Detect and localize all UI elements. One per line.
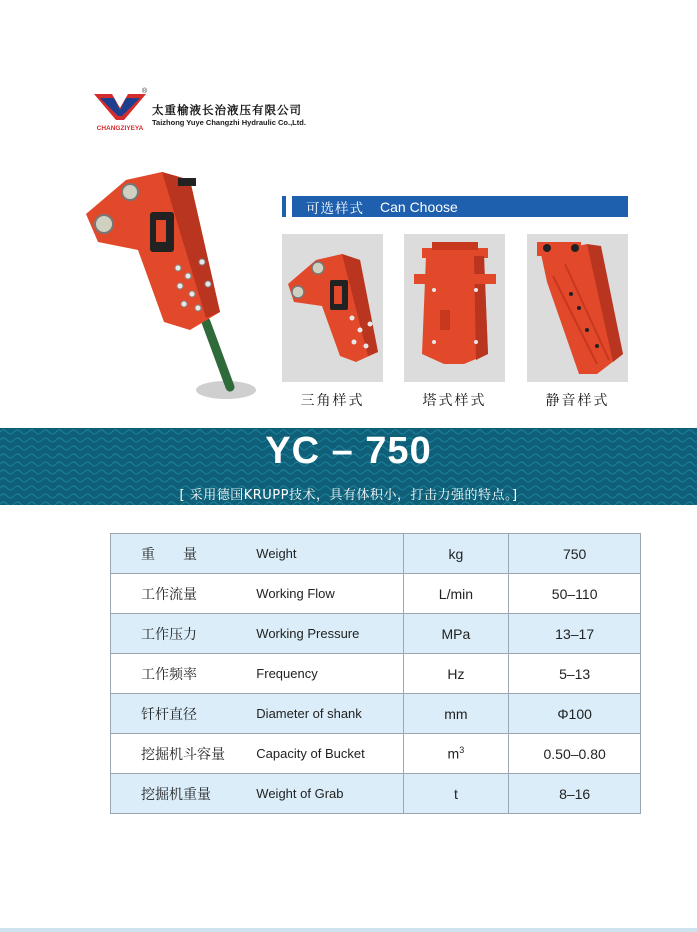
spec-value: 50–110	[509, 574, 641, 614]
spec-unit: Hz	[403, 654, 509, 694]
heading-marker	[286, 196, 292, 217]
option-silent-label: 静音样式	[545, 393, 610, 409]
option-triangle-label: 三角样式	[300, 393, 365, 409]
logo-text: CHANGZIYEYA	[96, 125, 144, 132]
options-heading-cn: 可选样式	[306, 200, 364, 217]
hero-breaker-image	[78, 172, 258, 402]
company-name-cn: 太重榆液长治液压有限公司	[152, 103, 302, 117]
spec-name-cn: 挖掘机斗容量	[111, 734, 245, 774]
spec-name-cn: 重 量	[111, 534, 245, 574]
spec-value: Φ100	[509, 694, 641, 734]
spec-value: 0.50–0.80	[509, 734, 641, 774]
spec-name-en: Capacity of Bucket	[244, 734, 403, 774]
option-tower-label: 塔式样式	[422, 393, 487, 409]
table-row	[111, 614, 641, 654]
spec-unit-superscript: 3	[459, 745, 465, 756]
spec-name-en: Weight	[244, 534, 403, 574]
spec-unit-cell	[403, 734, 509, 774]
product-subtitle: [ 采用德国KRUPP技术，具有体积小，打击力强的特点。]	[179, 488, 518, 503]
spec-unit: m	[447, 745, 460, 762]
table-row	[111, 654, 641, 694]
spec-name-en: Frequency	[244, 654, 403, 694]
table-row	[111, 734, 641, 774]
spec-name-cn: 钎杆直径	[111, 694, 245, 734]
spec-name-cn: 挖掘机重量	[111, 774, 245, 814]
table-row	[111, 774, 641, 814]
spec-name-en: Working Flow	[244, 574, 403, 614]
footer-divider	[0, 928, 697, 932]
spec-unit: MPa	[403, 614, 509, 654]
spec-unit: L/min	[403, 574, 509, 614]
spec-name-cn: 工作压力	[111, 614, 245, 654]
company-logo	[92, 86, 148, 132]
table-row	[111, 694, 641, 734]
product-model: YC – 750	[265, 430, 432, 472]
spec-name-cn: 工作流量	[111, 574, 245, 614]
options-heading-en: Can Choose	[380, 198, 458, 215]
spec-name-cn: 工作频率	[111, 654, 245, 694]
registered-mark: ®	[142, 88, 148, 95]
spec-unit: mm	[403, 694, 509, 734]
spec-unit: kg	[403, 534, 509, 574]
spec-unit: t	[403, 774, 509, 814]
spec-table	[110, 533, 641, 814]
option-triangle-image	[282, 234, 383, 382]
spec-name-en: Diameter of shank	[244, 694, 403, 734]
spec-value: 750	[509, 534, 641, 574]
company-name-en: Taizhong Yuye Changzhi Hydraulic Co.,Ltd.	[152, 118, 306, 127]
option-silent-image	[527, 234, 628, 382]
spec-value: 13–17	[509, 614, 641, 654]
spec-name-en: Working Pressure	[244, 614, 403, 654]
options-heading	[282, 196, 628, 217]
option-tower-image	[404, 234, 505, 382]
table-row	[111, 534, 641, 574]
spec-value: 5–13	[509, 654, 641, 694]
spec-name-en: Weight of Grab	[244, 774, 403, 814]
spec-value: 8–16	[509, 774, 641, 814]
table-row	[111, 574, 641, 614]
